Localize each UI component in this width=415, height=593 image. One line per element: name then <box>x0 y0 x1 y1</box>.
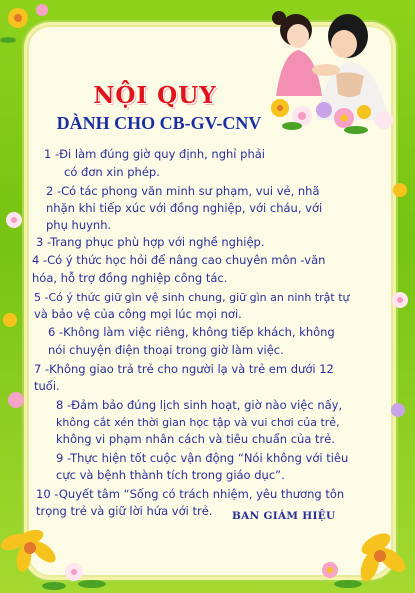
rule-line: 3 -Trang phục phù hợp với nghề nghiệp. <box>36 235 265 249</box>
rule-line: có đơn xin phép. <box>64 165 160 179</box>
rule-line: 4 -Có ý thức học hỏi để nâng cao chuyên môn -văn <box>32 253 326 267</box>
rule-line: hóa, hỗ trợ đồng nghiệp công tác. <box>32 271 228 285</box>
rule-line: 10 -Quyết tâm “Sống có trách nhiệm, yêu thương tôn <box>36 487 345 501</box>
rule-line: trọng trẻ và giữ lời hứa với trẻ. <box>36 504 213 518</box>
rule-line: nhặn khi tiếp xúc với đồng nghiệp, với cháu, với <box>46 201 323 215</box>
rule-line: và bảo vệ của công mọi lúc mọi nơi. <box>34 307 242 321</box>
signature: BAN GIÁM HIỆU <box>232 510 336 522</box>
poster-title: NỘI QUY <box>93 82 217 109</box>
rule-line: không cắt xén thời gian học tập và vui chơi của trẻ, <box>56 416 340 429</box>
rule-line: 1 -Đi làm đúng giờ quy định, nghỉ phải <box>44 147 265 161</box>
poster-subtitle: DÀNH CHO CB-GV-CNV <box>56 113 262 133</box>
rule-line: 7 -Không giao trả trẻ cho người lạ và trẻ em dưới 12 <box>34 362 334 376</box>
rule-line: không vi phạm nhân cách và tiêu chuẩn của trẻ. <box>56 432 335 446</box>
rule-line: 8 -Đảm bảo đúng lịch sinh hoạt, giờ nào việc nấy, <box>56 398 343 412</box>
rule-line: tuổi. <box>34 379 60 393</box>
rule-line: nói chuyện điện thoại trong giờ làm việc. <box>48 343 284 357</box>
rule-line: phụ huynh. <box>46 218 112 232</box>
rule-line: 2 -Có tác phong văn minh sư phạm, vui vẻ, nhã <box>46 184 320 198</box>
rule-line: 5 -Có ý thức giữ gìn vệ sinh chung, giữ gìn an ninh trật tự <box>34 291 350 304</box>
rule-line: 6 -Không làm việc riêng, không tiếp khách, không <box>48 325 335 339</box>
rule-line: 9 -Thực hiện tốt cuộc vận động “Nói không với tiêu <box>56 451 349 465</box>
rule-line: cực và bệnh thành tích trong giáo dục”. <box>56 468 285 482</box>
